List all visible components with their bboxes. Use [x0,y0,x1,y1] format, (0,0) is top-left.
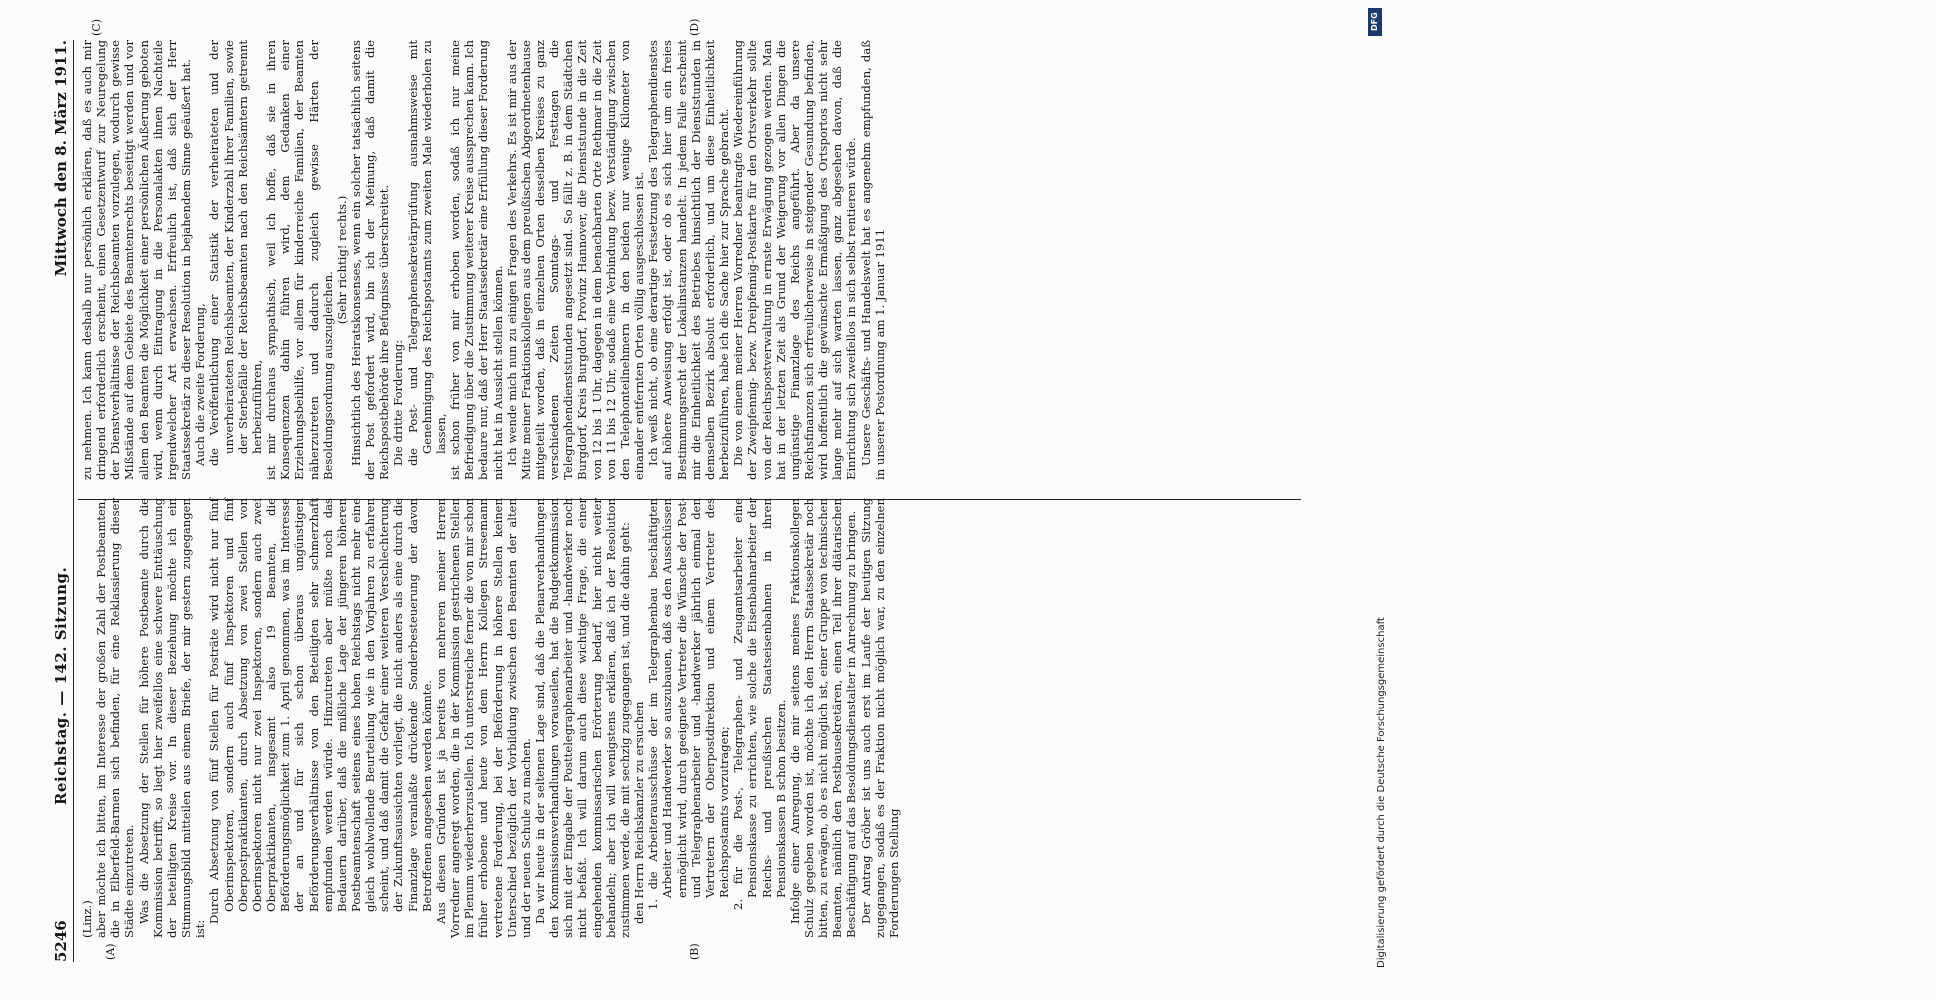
paragraph: aber möchte ich bitten, im Interesse der großen Zahl der Postbeamten, die in Elberfeld-Barmen sich befinden, für eine Reklassierung dieser Städte einzutreten. [94,498,137,938]
page-number: 5246 [52,920,70,962]
resolution-intro: den Herrn Reichskanzler zu ersuchen [632,701,647,924]
page-header [40,40,74,962]
dfg-logo: DFG [1368,8,1382,36]
margin-marker-d: (D) [688,18,701,36]
paragraph: Was die Absetzung der Stellen für höhere Postbeamte durch die Kommission betrifft, so liegt hier zweifellos eine schwere Enttäuschung der beteiligten Kreise vor. In dieser Beziehung möchte ich ein Stimmungsbild mitteilen aus einem Briefe, der mir gestern zugegangen ist: [136,498,208,938]
paragraph: Infolge einer Anregung, die mir seitens meines Fraktionskollegen Schulz gegeben worden ist, möchte ich den Herrn Staatssekretär noch bitten, zu erwägen, ob es nicht möglich ist, einer Gruppe von technischen Beamten, nämlich den Postbausekretären, einen Teil ihrer diätarischen Beschäftigung auf das Besoldungsdienstalter in Anrechnung zu bringen. [787,498,859,938]
resolution-item-2: 2. für die Post-, Telegraphen- und Zeugamtsarbeiter eine Pensionskasse zu errichten, wie solche die Eisenbahnarbeiter der Reichs- und preußischen Staatseisenbahnen in ihren Pensionskassen B schon besitzen. [731,498,788,910]
paragraph: Ich wende mich nun zu einigen Fragen des Verkehrs. Es ist mir aus der Mitte meiner Fraktionskollegen aus dem preußischen Abgeordnetenhause mitgeteilt worden, daß in einzelnen Orten desselben Kreises zu ganz verschiedenen Zeiten Sonntags- und Festtagen die Telegraphendienststunden angesetzt sind. So fällt z. B. in dem Städtchen Burgdorf, Kreis Burgdorf, Provinz Hannover, die Dienststunde in die Zeit von 12 bis 1 Uhr, dagegen in dem benachbarten Orte Rethmar in die Zeit von 11 bis 12 Uhr, sodaß eine Verbindung bezw. Verständigung zwischen den Telephonteilnehmern in den beiden nur wenige Kilometer von einander entfernten Orten völlig ausgeschlossen ist. [504,40,647,480]
quoted-letter: Durch Absetzung von fünf Stellen für Posträte wird nicht nur fünf Oberinspektoren, sondern auch fünf Inspektoren und fünf Oberpostpraktikanten, durch Absetzung von zwei Stellen von Oberinspektoren nicht nur zwei Inspektoren, sondern auch zwei Oberpraktikanten, insgesamt also 19 Beamten, die Beförderungsmöglichkeit zum 1. April genommen, was im Interesse der an und für sich schon überaus ungünstigen Beförderungsverhältnisse von den Beteiligten sehr schmerzhaft empfunden werden würde. Hinzutreten aber müßte noch das Bedauern darüber, daß die mißliche Lage der jüngeren höheren Postbeamtenschaft seitens eines hohen Reichstags nicht mehr eine gleich wohlwollende Beurteilung wie in den Vorjahren zu erfahren scheint, und daß damit die Gefahr einer weiteren Verschlechterung der Zukunftsaussichten vorliegt, die nicht anders als eine durch die Finanzlage veranlaßte drückende Sonderbesteuerung der davon Betroffenen angesehen werden könnte. [207,498,434,924]
quoted-demand: die Veröffentlichung einer Statistik der verheirateten und der unverheirateten Reichsbeamten, der Kinderzahl ihrer Familien, sowie der Sterbefälle der Reichsbeamten nach den Reichsämtern getrennt herbeizuführen, [207,40,264,466]
paragraph: Der Antrag Gröber ist uns auch erst im Laufe der heutigen Sitzung zugegangen, sodaß es der Fraktion nicht möglich war, zu den einzelnen Forderungen Stellung [858,498,901,938]
paragraph: Die dritte Forderung: [391,339,406,466]
interjection: (Sehr richtig! rechts.) [334,195,349,325]
resolution-item-1: 1. die Arbeiterausschüsse der im Telegraphenbau beschäftigten Arbeiter und Handwerker so auszubauen, daß es den Ausschüssen ermöglicht wird, durch geeignete Vertreter die Wünsche der Post- und Telegraphenarbeiter und -handwerker jährlich einmal den Vertretern der Oberpostdirektion und einem Vertreter des Reichspostamts vorzutragen; [646,498,732,910]
paragraph: Aus diesen Gründen ist ja bereits von mehreren meiner Herren Vorredner angeregt worden, die in der Kommission gestrichenen Stellen im Plenum wiederherzustellen. Ich unterstreiche ferner die von mir schon früher erhobene und heute von dem Herrn Kollegen Stresemann vertretene Forderung, bei der Beförderung in höhere Stellen keinen Unterschied bezüglich der Vorbildung zwischen den Beamten der alten und der neuen Schule zu machen. [433,498,533,938]
paragraph: Unsere Geschäfts- und Handelswelt hat es angenehm empfunden, daß in unserer Postordnung am 1. Januar 1911 [858,40,887,480]
paragraph: Hinsichtlich des Heiratskonsenses, wenn ein solcher tatsächlich seitens der Post gefordert wird, bin ich der Meinung, daß damit die Reichspostbehörde ihre Befugnisse überschreitet. [348,40,392,480]
right-column [80,40,887,480]
margin-marker-c: (C) [90,19,103,36]
paragraph: ist schon früher von mir erhoben worden, sodaß ich nur meine Befriedigung über die Zustimmung weiterer Kreise aussprechen kann. Ich bedaure nur, daß der Herr Staatssekretär eine Erfüllung dieser Forderung nicht hat in Aussicht stellen können. [448,40,505,480]
header-left-title: Reichstag. — 142. Sitzung. [52,566,70,806]
header-right-title: Mittwoch den 8. März 1911. [52,40,70,277]
paragraph: Ich weiß nicht, ob eine derartige Festsetzung des Telegraphendienstes auf höhere Anweisung erfolgt ist, oder ob es sich hier um ein freies Bestimmungsrecht der Lokalinstanzen handelt. In jedem Falle erscheint mir die Einheitlichkeit des Betriebes hinsichtlich der Dienststunden in demselben Bezirk absolut erforderlich, und um diese Einheitlichkeit herbeizuführen, habe ich die Sache hier zur Sprache gebracht. [646,40,732,480]
quoted-demand: die Post- und Telegraphensekretärprüfung ausnahmsweise mit Genehmigung des Reichspostamts zum zweiten Male wiederholen zu lassen, [405,40,448,466]
margin-marker-a: (A) [104,943,117,960]
paragraph: ist mir durchaus sympathisch, weil ich hoffe, daß sie in ihren Konsequenzen dahin führen wird, dem Gedanken einer Erziehungsbeihilfe, vor allem für kinderreiche Familien, der Beamten näherzutreten und dadurch zugleich gewisse Härten der Besoldungsordnung auszugleichen. [264,40,335,480]
speaker-tag: (Linz.) [80,900,94,938]
paragraph: Da wir heute in der seltenen Lage sind, daß die Plenarverhandlungen den Kommissionsverhandlungen vorauseilen, hat die Budgetkommission sich mit der Eingabe der Posttelegraphenarbeiter und -handwerker noch nicht befaßt. Ich will darum auch diese wichtige Frage, die einer eingehenden kommissarischen Erörterung bedarf, hier nicht weiter behandeln; aber ich will wenigstens erklären, daß ich der Resolution zustimmen werde, die mit sechzig zugegangen ist, und die dahin geht: [533,498,632,938]
digitization-caption: Digitalisierung gefördert durch die Deutsche Forschungsgemeinschaft [1376,617,1387,968]
paragraph: zu nehmen. Ich kann deshalb nur persönlich erklären, daß es auch mir dringend erforderlich erscheint, einen Gesetzentwurf zur Neuregelung der Dienstverhältnisse der Reichsbeamten vorzulegen, wodurch gewisse Mißstände auf dem Gebiete des Beamtenrechts beseitigt werden und vor allem den Beamten die Möglichkeit einer persönlichen Äußerung geboten wird, wenn durch Eintragung in die Personalakten ihnen Nachteile irgendwelcher Art erwachsen. Erfreulich ist, daß sich der Herr Staatssekretär zu dieser Resolution in bejahendem Sinne geäußert hat. [80,40,194,480]
paragraph: Auch die zweite Forderung, [193,303,208,466]
left-column [80,498,901,938]
margin-marker-b: (B) [688,943,701,960]
paragraph: Die von einem meiner Herren Vorredner beantragte Wiedereinführung der Zweipfennig- bezw. Dreipfennig-Postkarte für den Ortsverkehr sollte von der Reichspostverwaltung in ernste Erwägung gezogen werden. Man hat in der letzten Zeit als Grund der Weigerung vor allen Dingen die ungünstige Finanzlage des Reichs angeführt. Aber da unsere Reichsfinanzen sich erfreulicherweise in steigender Gesundung befinden, wird hoffentlich die gewünschte Ermäßigung des Ortsportos nicht sehr lange mehr auf sich warten lassen, ganz abgesehen davon, daß die Einrichtung sich zweifellos in sich selbst rentieren würde. [731,40,859,480]
